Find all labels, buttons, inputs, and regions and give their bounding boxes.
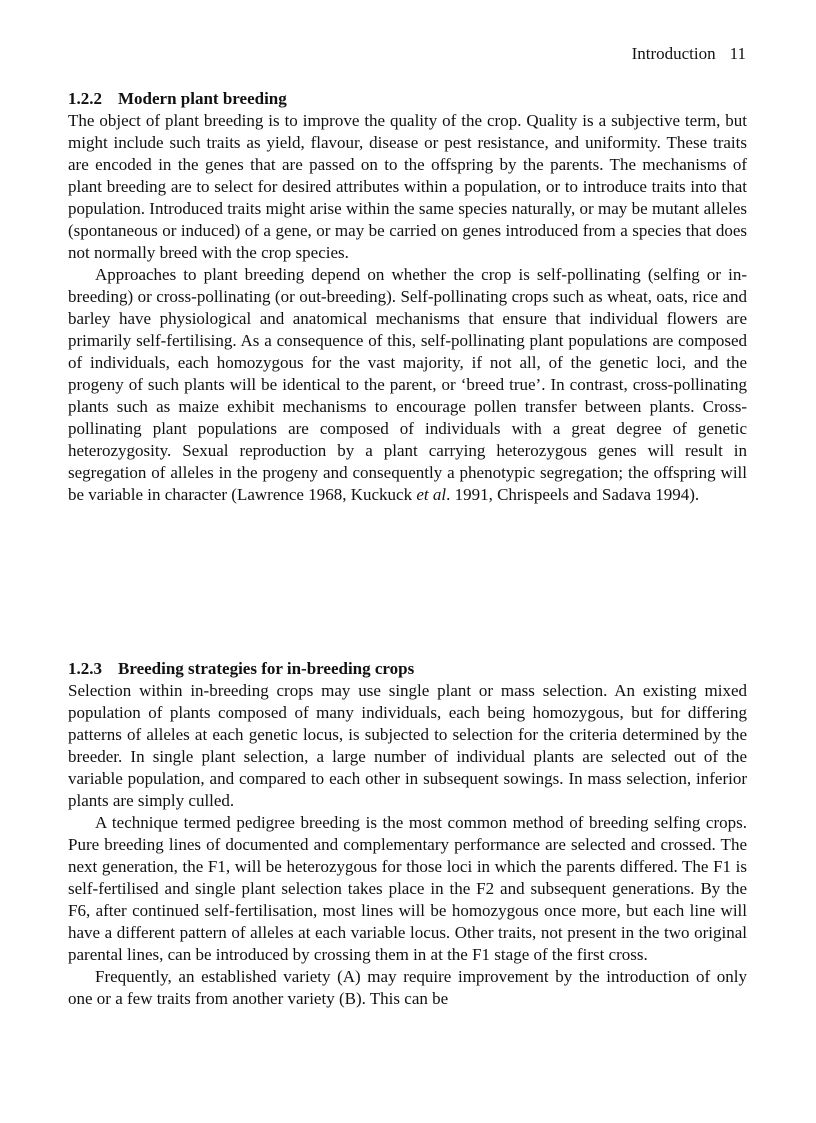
paragraph: Selection within in-breeding crops may use single plant or mass selection. An existing mixed population of plants composed of many individuals, each being homozygous, but for differing patterns of alleles at each genetic locus, is subjected to selection for the criteria determined by the breeder. In single plant selection, a large number of individual plants are selected out of the variable population, and compared to each other in subsequent sowings. In mass selection, inferior plants are simply culled. [68,681,747,810]
running-header-title: Introduction [631,44,716,63]
section-heading [68,658,747,680]
paragraph-text-end: . 1991, Chrispeels and Sadava 1994). [446,485,700,504]
running-header [632,44,746,64]
paragraph-text: Approaches to plant breeding depend on whether the crop is self-pollinating (selfing or in-breeding) or cross-pollinating (or out-breeding). Self-pollinating crops such as wheat, oats, rice and barley have physiological and anatomical mechanisms that ensure that individual flowers are primarily self-fertilising. As a consequence of this, self-pollinating plant populations are composed of individuals, each homozygous for the vast majority, if not all, of the genetic loci, and the progeny of such plants will be identical to the parent, or ‘breed true’. In contrast, cross-pollinating plants such as maize exhibit mechanisms to encourage pollen transfer between plants. Cross-pollinating plant populations are composed of individuals with a great degree of genetic heterozygosity. Sexual reproduction by a plant carrying heterozygous genes will result in segregation of alleles in the progeny and consequently a phenotypic segregation; the offspring will be variable in character (Lawrence 1968, Kuckuck [68,265,747,504]
section-number: 1.2.2 [68,89,102,108]
section-breeding-strategies [68,658,747,1010]
paragraph [68,264,747,506]
paragraph: Frequently, an established variety (A) may require improvement by the introduction of only one or a few traits from another variety (B). This can be [68,967,747,1008]
section-modern-plant-breeding [68,88,747,506]
section-title: Breeding strategies for in-breeding crops [118,659,415,678]
section-heading [68,88,747,110]
page-number: 11 [729,44,746,63]
section-title: Modern plant breeding [118,89,287,108]
paragraph: A technique termed pedigree breeding is the most common method of breeding selfing crops. Pure breeding lines of documented and complementary performance are selected and crossed. The next generation, the F1, will be heterozygous for those loci in which the parents differed. The F1 is self-fertilised and single plant selection takes place in the F2 and subsequent generations. By the F6, after continued self-fertilisation, most lines will be homozygous once more, but each line will have a different pattern of alleles at each variable locus. Other traits, not present in the two original parental lines, can be introduced by crossing them in at the F1 stage of the first cross. [68,813,747,964]
section-number: 1.2.3 [68,659,102,678]
paragraph: The object of plant breeding is to improve the quality of the crop. Quality is a subjective term, but might include such traits as yield, flavour, disease or pest resistance, and uniformity. These traits are encoded in the genes that are passed on to the offspring by the parents. The mechanisms of plant breeding are to select for desired attributes within a population, or to introduce traits into that population. Introduced traits might arise within the same species naturally, or may be mutant alleles (spontaneous or induced) of a gene, or may be carried on genes introduced from a species that does not normally breed with the crop species. [68,111,747,262]
citation-et-al: et al [416,485,447,504]
